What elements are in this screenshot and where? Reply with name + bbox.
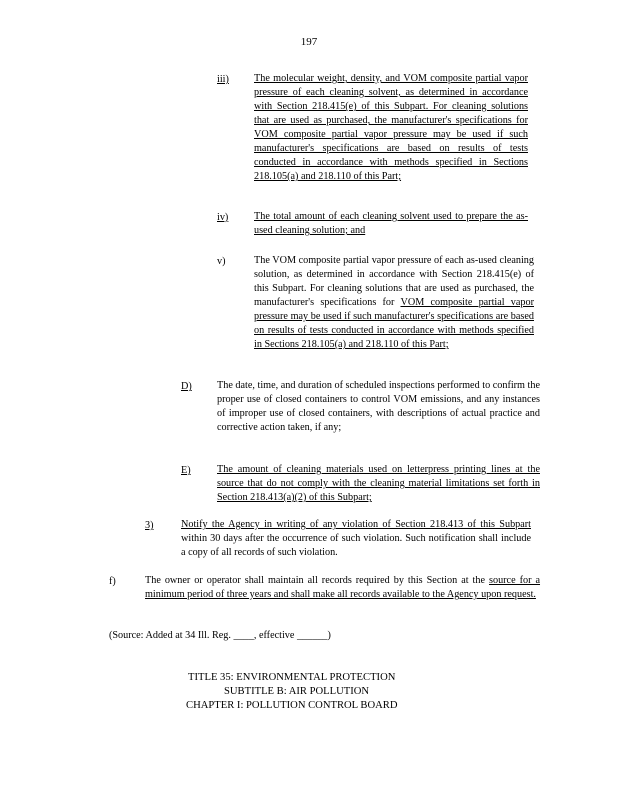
item-3-marker: 3) <box>145 520 154 531</box>
item-f-text <box>145 574 540 602</box>
item-v-text-plain: The VOM composite partial vapor pressure of each as-used cleaning solution, as determined in accordance with Section 218.415(e) of this Subpart. For cleaning solutions that are used as purchased, the manufacturer's specifications for <box>254 255 534 308</box>
item-f-marker: f) <box>109 576 116 587</box>
item-D-marker: D) <box>181 381 192 392</box>
item-iii-text: The molecular weight, density, and VOM composite partial vapor pressure of each cleaning solvent, as determined in accordance with Section 218.415(e) of this Subpart. For cleaning solutions that are used as purchased, the manufacturer's specifications for VOM composite partial vapor pressure may be used if such manufacturer's specifications are based on results of tests conducted in accordance with methods specified in Sections 218.105(a) and 218.110 of this Part; <box>254 73 528 182</box>
item-D-text: The date, time, and duration of scheduled inspections performed to confirm the proper use of closed containers to control VOM emissions, and any instances of improper use of closed containers, with descriptions of actual practice and corrective action taken, if any; <box>217 380 540 433</box>
item-iii-marker: iii) <box>217 74 229 85</box>
item-3-text-underlined: Notify the Agency in writing of any violation of Section 218.413 of this Subpart <box>181 519 531 530</box>
item-3-text <box>181 518 531 560</box>
footer-chapter: CHAPTER I: POLLUTION CONTROL BOARD <box>186 700 398 711</box>
item-f-text-underlined: source for a minimum period of three years and shall make all records available to the Agency upon request. <box>145 575 541 600</box>
item-E-text: The amount of cleaning materials used on letterpress printing lines at the source that do not comply with the cleaning material limitations set forth in Section 218.413(a)(2) of this Subpart; <box>217 464 540 503</box>
footer-title: TITLE 35: ENVIRONMENTAL PROTECTION <box>188 672 396 683</box>
item-v-marker: v) <box>217 256 226 267</box>
item-v-text <box>254 254 534 352</box>
item-iv-text: The total amount of each cleaning solvent used to prepare the as-used cleaning solution; and <box>254 211 528 236</box>
source-note: (Source: Added at 34 Ill. Reg. ____, effective ______) <box>109 630 331 641</box>
item-iv-marker: iv) <box>217 212 229 223</box>
page-number: 197 <box>300 36 318 48</box>
item-E-marker: E) <box>181 465 191 476</box>
item-v-text-underlined: VOM composite partial vapor pressure may be used if such manufacturer's specifications are based on results of tests conducted in accordance with methods specified in Sections 218.105(a) and 218.110 of this Part; <box>254 297 534 350</box>
footer-subtitle: SUBTITLE B: AIR POLLUTION <box>224 686 370 697</box>
item-f-text-plain: The owner or operator shall maintain all records required by this Section at the <box>145 575 485 586</box>
item-3-text-plain: within 30 days after the occurrence of such violation. Such notification shall include a copy of all records of such violation. <box>181 533 531 558</box>
